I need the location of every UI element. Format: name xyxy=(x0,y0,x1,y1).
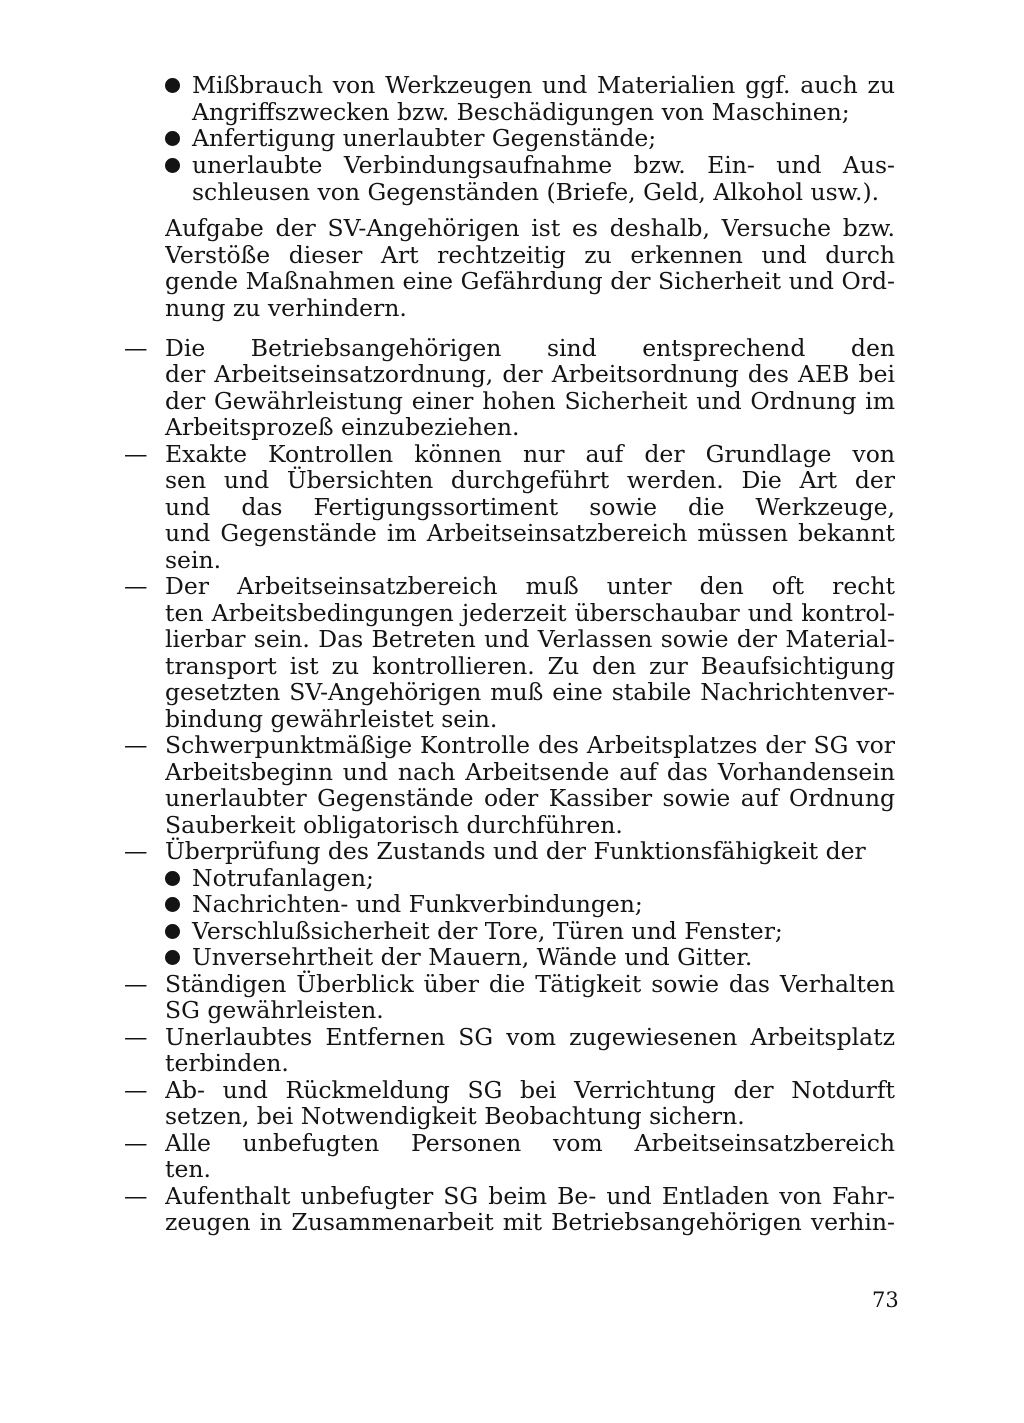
line-text: Verschlußsicherheit der Tore, Türen und Fenster; xyxy=(192,917,783,945)
line-text: Ständigen Überblick über die Tätigkeit sowie das Verhalten xyxy=(165,970,895,998)
line-text: und das Fertigungssortiment sowie die Werkzeuge, xyxy=(165,493,895,521)
line-text: SG gewährleisten. xyxy=(165,996,384,1024)
dash-glyph: — xyxy=(124,731,148,759)
dash-item-continuation xyxy=(0,1048,1024,1078)
list-item-continuation xyxy=(0,177,1024,207)
line-text: Alle unbefugten Personen vom Arbeitseinsatzbereich xyxy=(165,1129,895,1157)
line-text: Notrufanlagen; xyxy=(192,864,374,892)
line-text: Sauberkeit obligatorisch durchführen. xyxy=(165,811,623,839)
list-item xyxy=(0,70,1024,100)
dash-item-continuation xyxy=(0,783,1024,813)
paragraph-line xyxy=(0,213,1024,243)
line-text: terbinden. xyxy=(165,1049,289,1077)
line-text: sen und Übersichten durchgeführt werden. Die Art der xyxy=(165,466,895,494)
line-text: unerlaubter Gegenstände oder Kassiber sowie auf Ordnung xyxy=(165,784,895,812)
sub-list-item xyxy=(0,889,1024,919)
line-text: setzen, bei Notwendigkeit Beobachtung sichern. xyxy=(165,1102,745,1130)
line-text: zeugen in Zusammenarbeit mit Betriebsangehörigen verhin- xyxy=(165,1208,895,1236)
dash-glyph: — xyxy=(124,1129,148,1157)
bullet-icon xyxy=(165,897,180,912)
line-text: Unversehrtheit der Mauern, Wände und Gitter. xyxy=(192,943,753,971)
line-text: Aufgabe der SV-Angehörigen ist es deshalb, Versuche bzw. xyxy=(165,214,895,242)
dash-item xyxy=(0,571,1024,601)
dash-glyph: — xyxy=(124,1076,148,1104)
dash-glyph: — xyxy=(124,572,148,600)
line-text: transport ist zu kontrollieren. Zu den zur Beaufsichtigung xyxy=(165,652,895,680)
line-text: Aufenthalt unbefugter SG beim Be- und Entladen von Fahr- xyxy=(165,1182,895,1210)
line-text: gesetzten SV-Angehörigen muß eine stabile Nachrichtenver- xyxy=(165,678,895,706)
page-number: 73 xyxy=(872,1288,899,1312)
line-text: ten. xyxy=(165,1155,211,1183)
dash-item-continuation xyxy=(0,624,1024,654)
line-text: lierbar sein. Das Betreten und Verlassen sowie der Material- xyxy=(165,625,895,653)
line-text: sein. xyxy=(165,546,222,574)
list-item xyxy=(0,150,1024,180)
paragraph-line xyxy=(0,293,1024,323)
line-text: ten Arbeitsbedingungen jederzeit überschaubar und kontrol- xyxy=(165,599,895,627)
dash-glyph: — xyxy=(124,440,148,468)
bullet-icon xyxy=(165,131,180,146)
bullet-icon xyxy=(165,950,180,965)
line-text: Exakte Kontrollen können nur auf der Grundlage von xyxy=(165,440,895,468)
line-text: Unerlaubtes Entfernen SG vom zugewiesenen Arbeitsplatz xyxy=(165,1023,895,1051)
bullet-icon xyxy=(165,158,180,173)
dash-item-continuation xyxy=(0,359,1024,389)
dash-item-continuation xyxy=(0,995,1024,1025)
bullet-icon xyxy=(165,871,180,886)
paragraph-line xyxy=(0,266,1024,296)
bullet-icon xyxy=(165,78,180,93)
dash-item-continuation xyxy=(0,1154,1024,1184)
line-text: unerlaubte Verbindungsaufnahme bzw. Ein- und Aus- xyxy=(192,151,895,179)
dash-item-continuation xyxy=(0,465,1024,495)
line-text: Verstöße dieser Art rechtzeitig zu erkennen und durch xyxy=(165,241,895,269)
line-text: schleusen von Gegenständen (Briefe, Geld, Alkohol usw.). xyxy=(192,178,880,206)
line-text: Ab- und Rückmeldung SG bei Verrichtung der Notdurft xyxy=(165,1076,895,1104)
dash-item-continuation xyxy=(0,518,1024,548)
dash-glyph: — xyxy=(124,837,148,865)
dash-item-continuation xyxy=(0,412,1024,442)
line-text: Überprüfung des Zustands und der Funktionsfähigkeit der xyxy=(165,837,866,865)
line-text: bindung gewährleistet sein. xyxy=(165,705,498,733)
dash-item-continuation xyxy=(0,1101,1024,1131)
dash-glyph: — xyxy=(124,970,148,998)
dash-item xyxy=(0,730,1024,760)
sub-list-item xyxy=(0,942,1024,972)
line-text: der Arbeitseinsatzordnung, der Arbeitsordnung des AEB bei xyxy=(165,360,895,388)
dash-glyph: — xyxy=(124,334,148,362)
dash-glyph: — xyxy=(124,1023,148,1051)
dash-item xyxy=(0,836,1024,866)
bullet-icon xyxy=(165,924,180,939)
line-text: und Gegenstände im Arbeitseinsatzbereich müssen bekannt xyxy=(165,519,895,547)
line-text: Die Betriebsangehörigen sind entsprechend den xyxy=(165,334,895,362)
line-text: Mißbrauch von Werkzeugen und Materialien ggf. auch zu xyxy=(192,71,895,99)
line-text: der Gewährleistung einer hohen Sicherheit und Ordnung im xyxy=(165,387,895,415)
dash-glyph: — xyxy=(124,1182,148,1210)
line-text: nung zu verhindern. xyxy=(165,294,407,322)
line-text: Arbeitsbeginn und nach Arbeitsende auf das Vorhandensein xyxy=(165,758,895,786)
line-text: Schwerpunktmäßige Kontrolle des Arbeitsplatzes der SG vor xyxy=(165,731,895,759)
line-text: Arbeitsprozeß einzubeziehen. xyxy=(165,413,520,441)
dash-item-continuation xyxy=(0,677,1024,707)
line-text: Nachrichten- und Funkverbindungen; xyxy=(192,890,643,918)
line-text: gende Maßnahmen eine Gefährdung der Sicherheit und Ord- xyxy=(165,267,895,295)
dash-item-continuation xyxy=(0,1207,1024,1237)
line-text: Anfertigung unerlaubter Gegenstände; xyxy=(192,124,657,152)
line-text: Der Arbeitseinsatzbereich muß unter den oft recht xyxy=(165,572,895,600)
list-item xyxy=(0,123,1024,153)
line-text: Angriffszwecken bzw. Beschädigungen von Maschinen; xyxy=(192,98,850,126)
